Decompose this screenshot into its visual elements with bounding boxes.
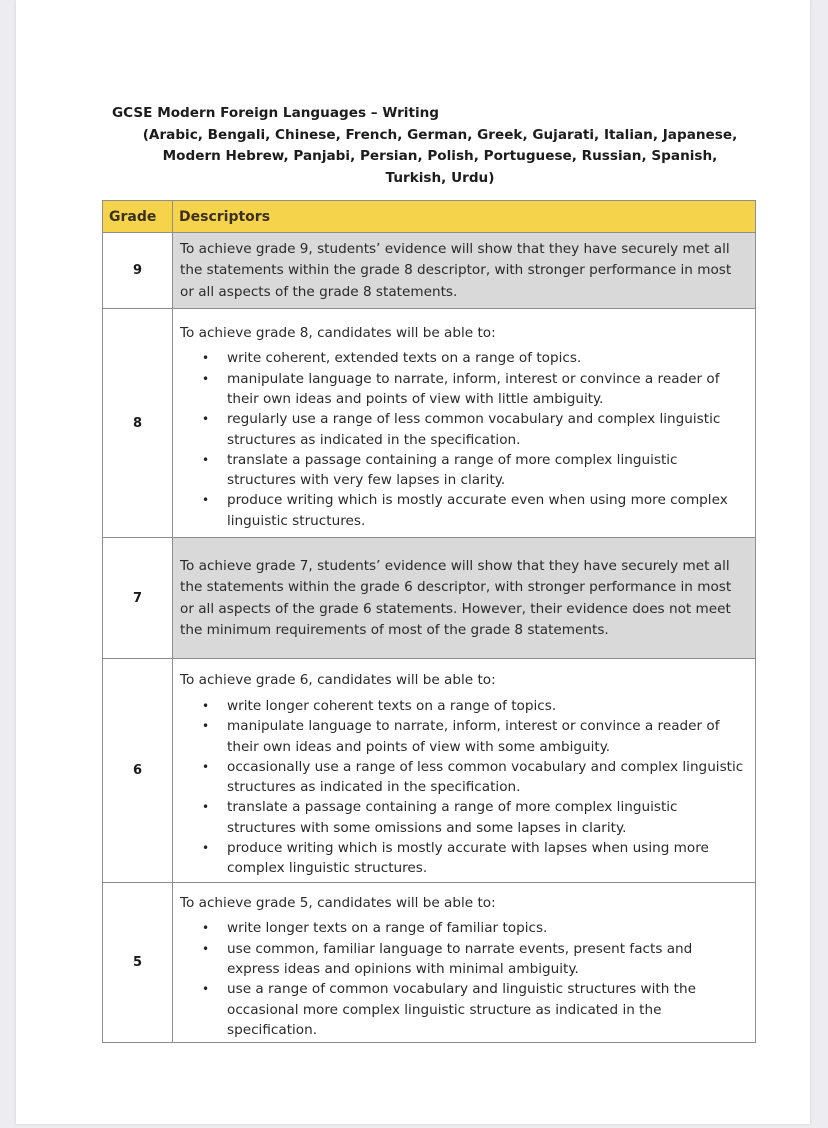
descriptor-bullet: • translate a passage containing a range of more complex linguistic structures with very few lapses in clarity.: [227, 450, 749, 491]
descriptor-bullet: • produce writing which is mostly accurate with lapses when using more complex linguistic structures.: [227, 838, 749, 879]
descriptor-bullet: • regularly use a range of less common vocabulary and complex linguistic structures as indicated in the specification.: [227, 409, 749, 450]
grade-value: 8: [103, 309, 173, 538]
descriptor-cell: [173, 538, 756, 659]
grade-value: 9: [103, 233, 173, 309]
header-descriptors: Descriptors: [173, 201, 756, 233]
table-row-grade-5: [103, 883, 756, 1043]
document-page: [16, 0, 810, 1124]
title-block: [112, 103, 752, 189]
table-row-grade-7: [103, 538, 756, 659]
descriptor-cell: [173, 233, 756, 309]
grade-descriptors-table: [102, 200, 756, 1043]
descriptor-text: To achieve grade 9, students’ evidence will show that they have securely met all the statements within the grade 8 descriptor, with stronger performance in most or all aspects of the grade 8 statements.: [180, 240, 732, 300]
grade-value: 6: [103, 659, 173, 883]
table-header-row: [103, 201, 756, 233]
descriptor-bullet-list: [180, 348, 749, 531]
descriptor-bullet: • write longer coherent texts on a range of topics.: [227, 696, 749, 716]
descriptor-bullet: • manipulate language to narrate, inform, interest or convince a reader of their own ideas and points of view with some ambiguity.: [227, 716, 749, 757]
descriptor-cell: [173, 883, 756, 1043]
descriptor-intro: To achieve grade 6, candidates will be able to:: [180, 672, 496, 689]
table-row-grade-6: [103, 659, 756, 883]
document-subtitle-line-3: Turkish, Urdu): [385, 169, 495, 186]
document-subtitle-line-1: (Arabic, Bengali, Chinese, French, German, Greek, Gujarati, Italian, Japanese,: [142, 126, 738, 143]
descriptor-text: To achieve grade 7, students’ evidence will show that they have securely met all the statements within the grade 6 descriptor, with stronger performance in most or all aspects of the grade 6 statements. However, their evidence does not meet the minimum requirements of most of the grade 8 statements.: [180, 557, 732, 638]
descriptor-bullet: • manipulate language to narrate, inform, interest or convince a reader of their own ideas and points of view with little ambiguity.: [227, 369, 749, 410]
grade-value: 7: [103, 538, 173, 659]
document-title: GCSE Modern Foreign Languages – Writing: [112, 105, 440, 121]
table-row-grade-8: [103, 309, 756, 538]
descriptor-bullet: • write coherent, extended texts on a range of topics.: [227, 348, 749, 368]
descriptor-cell: [173, 309, 756, 538]
header-grade: Grade: [103, 201, 173, 233]
descriptor-bullet: • use a range of common vocabulary and linguistic structures with the occasional more complex linguistic structure as indicated in the specification.: [227, 979, 749, 1040]
descriptor-bullet: • write longer texts on a range of familiar topics.: [227, 918, 749, 938]
document-subtitle-line-2: Modern Hebrew, Panjabi, Persian, Polish, Portuguese, Russian, Spanish,: [162, 148, 718, 164]
descriptor-bullet-list: [180, 696, 749, 879]
table-row-grade-9: [103, 233, 756, 309]
descriptor-intro: To achieve grade 8, candidates will be able to:: [180, 324, 496, 341]
descriptor-bullet: • use common, familiar language to narrate events, present facts and express ideas and opinions with minimal ambiguity.: [227, 939, 749, 980]
descriptor-bullet-list: [180, 918, 749, 1040]
descriptor-intro: To achieve grade 5, candidates will be able to:: [180, 894, 496, 911]
descriptor-cell: [173, 659, 756, 883]
descriptor-bullet: • produce writing which is mostly accurate even when using more complex linguistic structures.: [227, 490, 749, 531]
descriptor-bullet: • translate a passage containing a range of more complex linguistic structures with some omissions and some lapses in clarity.: [227, 797, 749, 838]
descriptor-bullet: • occasionally use a range of less common vocabulary and complex linguistic structures as indicated in the specification.: [227, 757, 749, 798]
grade-value: 5: [103, 883, 173, 1043]
